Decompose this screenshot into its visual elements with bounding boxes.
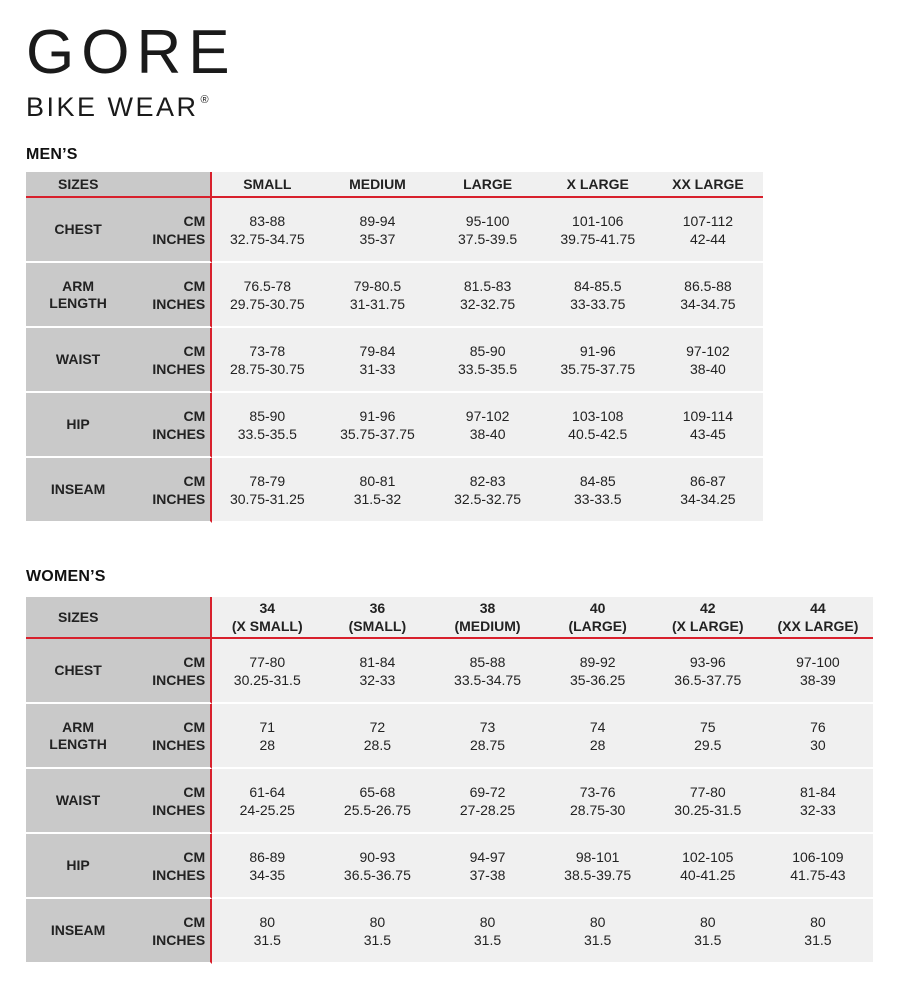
measurement-cell bbox=[763, 899, 873, 964]
mens-size-header: SMALL bbox=[212, 172, 322, 198]
mens-row-inseam bbox=[26, 458, 763, 523]
womens-size-header bbox=[653, 597, 763, 639]
measurement-cell bbox=[433, 458, 543, 523]
value-inches: 35-36.25 bbox=[570, 671, 626, 688]
mens-sizes-label: SIZES bbox=[26, 172, 212, 198]
value-inches: 38.5-39.75 bbox=[564, 866, 632, 883]
mens-size-header: X LARGE bbox=[543, 172, 653, 198]
measurement-cell bbox=[212, 328, 322, 393]
unit-labels bbox=[130, 899, 212, 964]
unit-labels bbox=[130, 704, 212, 769]
measurement-cell bbox=[543, 704, 653, 769]
measurement-cell bbox=[432, 639, 542, 704]
value-cm: 80 bbox=[259, 913, 276, 930]
value-inches: 32-33 bbox=[359, 671, 396, 688]
value-inches: 31.5 bbox=[804, 931, 832, 948]
size-number: 44 bbox=[810, 600, 826, 616]
measurement-cell bbox=[653, 328, 763, 393]
measurement-label: CHEST bbox=[26, 639, 130, 704]
value-cm: 80 bbox=[810, 913, 826, 930]
unit-inches: INCHES bbox=[152, 866, 206, 883]
measurement-cell bbox=[432, 899, 542, 964]
value-inches: 33.5-35.5 bbox=[458, 360, 518, 377]
unit-cm: CM bbox=[183, 342, 206, 359]
measurement-label: WAIST bbox=[26, 328, 130, 393]
measurement-cell bbox=[543, 328, 653, 393]
unit-labels bbox=[130, 198, 212, 263]
value-inches: 40.5-42.5 bbox=[568, 425, 628, 442]
womens-size-header bbox=[322, 597, 432, 639]
value-cm: 82-83 bbox=[469, 472, 506, 489]
value-cm: 79-80.5 bbox=[353, 277, 402, 294]
size-number: 36 bbox=[369, 600, 386, 616]
value-cm: 103-108 bbox=[572, 407, 624, 424]
measurement-cell bbox=[432, 769, 542, 834]
value-inches: 28.75-30 bbox=[570, 801, 626, 818]
measurement-cell bbox=[322, 263, 432, 328]
measurement-cell bbox=[322, 834, 432, 899]
brand-logo bbox=[26, 18, 237, 122]
unit-inches: INCHES bbox=[152, 801, 206, 818]
measurement-cell bbox=[653, 458, 763, 523]
value-inches: 30.25-31.5 bbox=[674, 801, 742, 818]
value-cm: 86-87 bbox=[690, 472, 726, 489]
measurement-cell bbox=[212, 198, 322, 263]
measurement-cell bbox=[543, 458, 653, 523]
measurement-cell bbox=[433, 393, 543, 458]
value-cm: 85-90 bbox=[469, 342, 506, 359]
measurement-cell bbox=[543, 899, 653, 964]
measurement-cell bbox=[653, 704, 763, 769]
unit-cm: CM bbox=[183, 653, 206, 670]
value-cm: 89-92 bbox=[579, 653, 616, 670]
value-inches: 30.25-31.5 bbox=[233, 671, 301, 688]
unit-cm: CM bbox=[183, 277, 206, 294]
unit-inches: INCHES bbox=[152, 671, 206, 688]
unit-labels bbox=[130, 769, 212, 834]
womens-size-header bbox=[543, 597, 653, 639]
unit-labels bbox=[130, 834, 212, 899]
size-number: 38 bbox=[479, 600, 496, 616]
size-name: (X LARGE) bbox=[671, 618, 744, 634]
measurement-cell bbox=[543, 263, 653, 328]
measurement-label: WAIST bbox=[26, 769, 130, 834]
value-inches: 31.5 bbox=[584, 931, 612, 948]
mens-row-chest bbox=[26, 198, 763, 263]
value-cm: 86-89 bbox=[249, 848, 286, 865]
value-cm: 65-68 bbox=[359, 783, 396, 800]
value-inches: 32-33 bbox=[800, 801, 836, 818]
value-cm: 97-102 bbox=[686, 342, 730, 359]
value-inches: 38-40 bbox=[469, 425, 506, 442]
mens-row-waist bbox=[26, 328, 763, 393]
value-cm: 109-114 bbox=[682, 407, 734, 424]
value-cm: 97-102 bbox=[465, 407, 510, 424]
value-cm: 102-105 bbox=[682, 848, 734, 865]
value-inches: 34-35 bbox=[249, 866, 286, 883]
womens-row-waist bbox=[26, 769, 873, 834]
unit-inches: INCHES bbox=[152, 931, 206, 948]
value-inches: 41.75-43 bbox=[790, 866, 846, 883]
measurement-cell bbox=[543, 198, 653, 263]
value-inches: 28.75 bbox=[469, 736, 506, 753]
measurement-cell bbox=[212, 458, 322, 523]
value-inches: 34-34.25 bbox=[680, 490, 736, 507]
measurement-cell bbox=[763, 769, 873, 834]
value-inches: 38-39 bbox=[800, 671, 836, 688]
measurement-cell bbox=[763, 704, 873, 769]
womens-row-inseam bbox=[26, 899, 873, 964]
measurement-cell bbox=[543, 393, 653, 458]
value-inches: 24-25.25 bbox=[239, 801, 295, 818]
measurement-cell bbox=[212, 834, 322, 899]
measurement-cell bbox=[653, 769, 763, 834]
value-cm: 79-84 bbox=[359, 342, 396, 359]
value-inches: 31.5 bbox=[694, 931, 722, 948]
measurement-cell bbox=[212, 393, 322, 458]
mens-title: MEN’S bbox=[26, 146, 78, 163]
value-cm: 91-96 bbox=[359, 407, 396, 424]
value-cm: 90-93 bbox=[359, 848, 396, 865]
measurement-label: ARM LENGTH bbox=[26, 704, 130, 769]
value-cm: 101-106 bbox=[572, 212, 624, 229]
value-inches: 33.5-35.5 bbox=[237, 425, 297, 442]
value-inches: 32.5-32.75 bbox=[454, 490, 522, 507]
measurement-cell bbox=[322, 899, 432, 964]
womens-size-header bbox=[763, 597, 873, 639]
measurement-label: HIP bbox=[26, 834, 130, 899]
value-inches: 31.5 bbox=[253, 931, 281, 948]
unit-inches: INCHES bbox=[152, 736, 206, 753]
mens-row-arm-length bbox=[26, 263, 763, 328]
unit-inches: INCHES bbox=[152, 425, 206, 442]
measurement-label: HIP bbox=[26, 393, 130, 458]
size-number: 42 bbox=[699, 600, 716, 616]
mens-size-header: XX LARGE bbox=[653, 172, 763, 198]
measurement-cell bbox=[543, 834, 653, 899]
measurement-cell bbox=[653, 393, 763, 458]
measurement-cell bbox=[212, 263, 322, 328]
size-name: (X SMALL) bbox=[231, 618, 303, 634]
value-cm: 81-84 bbox=[800, 783, 836, 800]
value-cm: 85-88 bbox=[469, 653, 506, 670]
value-cm: 80-81 bbox=[359, 472, 396, 489]
value-cm: 81.5-83 bbox=[463, 277, 512, 294]
value-cm: 106-109 bbox=[792, 848, 844, 865]
size-number: 40 bbox=[589, 600, 606, 616]
value-inches: 32.75-34.75 bbox=[229, 230, 305, 247]
unit-inches: INCHES bbox=[152, 360, 206, 377]
value-inches: 33.5-34.75 bbox=[454, 671, 521, 688]
value-inches: 37.5-39.5 bbox=[458, 230, 518, 247]
womens-sizes-label: SIZES bbox=[26, 597, 212, 639]
measurement-cell bbox=[543, 639, 653, 704]
value-cm: 80 bbox=[589, 913, 606, 930]
measurement-cell bbox=[212, 704, 322, 769]
value-cm: 76 bbox=[810, 718, 826, 735]
value-inches: 28.75-30.75 bbox=[229, 360, 305, 377]
value-inches: 29.5 bbox=[694, 736, 722, 753]
size-name: (XX LARGE) bbox=[777, 618, 859, 634]
value-inches: 31-33 bbox=[359, 360, 396, 377]
unit-labels bbox=[130, 263, 212, 328]
value-inches: 31.5 bbox=[363, 931, 392, 948]
brand-name: GORE bbox=[26, 18, 237, 87]
womens-title: WOMEN’S bbox=[26, 568, 106, 585]
value-cm: 71 bbox=[259, 718, 276, 735]
womens-size-header bbox=[212, 597, 322, 639]
measurement-label: INSEAM bbox=[26, 458, 130, 523]
measurement-cell bbox=[322, 393, 432, 458]
value-inches: 31-31.75 bbox=[349, 295, 406, 312]
brand-subtitle bbox=[26, 85, 237, 122]
value-cm: 76.5-78 bbox=[243, 277, 292, 294]
measurement-cell bbox=[653, 198, 763, 263]
unit-labels bbox=[130, 639, 212, 704]
value-cm: 72 bbox=[369, 718, 386, 735]
measurement-cell bbox=[212, 769, 322, 834]
unit-cm: CM bbox=[183, 407, 206, 424]
measurement-cell bbox=[653, 263, 763, 328]
measurement-cell bbox=[653, 899, 763, 964]
unit-cm: CM bbox=[183, 913, 206, 930]
mens-size-header: MEDIUM bbox=[322, 172, 432, 198]
measurement-cell bbox=[433, 263, 543, 328]
measurement-cell bbox=[653, 834, 763, 899]
measurement-cell bbox=[432, 834, 542, 899]
value-cm: 91-96 bbox=[579, 342, 616, 359]
value-cm: 97-100 bbox=[796, 653, 840, 670]
value-inches: 38-40 bbox=[690, 360, 726, 377]
measurement-label: CHEST bbox=[26, 198, 130, 263]
measurement-cell bbox=[763, 834, 873, 899]
womens-row-hip bbox=[26, 834, 873, 899]
value-cm: 98-101 bbox=[575, 848, 620, 865]
measurement-cell bbox=[543, 769, 653, 834]
value-cm: 107-112 bbox=[682, 212, 734, 229]
unit-cm: CM bbox=[183, 783, 206, 800]
value-cm: 75 bbox=[699, 718, 716, 735]
value-cm: 73-76 bbox=[579, 783, 616, 800]
measurement-label: INSEAM bbox=[26, 899, 130, 964]
value-inches: 35-37 bbox=[359, 230, 396, 247]
value-cm: 77-80 bbox=[249, 653, 286, 670]
value-inches: 33-33.75 bbox=[570, 295, 626, 312]
value-cm: 73 bbox=[479, 718, 496, 735]
size-number: 34 bbox=[259, 600, 276, 616]
mens-row-hip bbox=[26, 393, 763, 458]
value-cm: 84-85 bbox=[579, 472, 616, 489]
measurement-cell bbox=[322, 704, 432, 769]
unit-labels bbox=[130, 328, 212, 393]
size-name: (MEDIUM) bbox=[454, 618, 521, 634]
value-cm: 83-88 bbox=[249, 212, 286, 229]
womens-row-arm-length bbox=[26, 704, 873, 769]
unit-cm: CM bbox=[183, 472, 206, 489]
measurement-cell bbox=[433, 328, 543, 393]
value-inches: 32-32.75 bbox=[459, 295, 516, 312]
unit-cm: CM bbox=[183, 848, 206, 865]
value-inches: 33-33.5 bbox=[574, 490, 622, 507]
value-cm: 80 bbox=[479, 913, 496, 930]
measurement-cell bbox=[322, 639, 432, 704]
value-cm: 80 bbox=[369, 913, 386, 930]
value-inches: 34-34.75 bbox=[680, 295, 736, 312]
value-inches: 36.5-36.75 bbox=[343, 866, 411, 883]
measurement-cell bbox=[322, 198, 432, 263]
value-cm: 85-90 bbox=[249, 407, 286, 424]
value-cm: 86.5-88 bbox=[684, 277, 732, 294]
unit-labels bbox=[130, 393, 212, 458]
value-inches: 42-44 bbox=[690, 230, 726, 247]
measurement-cell bbox=[322, 458, 432, 523]
value-inches: 36.5-37.75 bbox=[674, 671, 742, 688]
unit-inches: INCHES bbox=[152, 230, 206, 247]
value-cm: 69-72 bbox=[469, 783, 506, 800]
value-inches: 35.75-37.75 bbox=[340, 425, 415, 442]
value-inches: 30 bbox=[810, 736, 826, 753]
value-inches: 25.5-26.75 bbox=[343, 801, 411, 818]
brand-subtitle-text: BIKE WEAR bbox=[26, 92, 199, 122]
unit-cm: CM bbox=[183, 718, 206, 735]
value-inches: 31.5 bbox=[473, 931, 502, 948]
value-inches: 37-38 bbox=[469, 866, 506, 883]
womens-size-table bbox=[26, 597, 873, 964]
mens-size-header: LARGE bbox=[433, 172, 543, 198]
measurement-cell bbox=[433, 198, 543, 263]
unit-inches: INCHES bbox=[152, 295, 206, 312]
value-cm: 95-100 bbox=[465, 212, 510, 229]
measurement-cell bbox=[432, 704, 542, 769]
value-inches: 40-41.25 bbox=[680, 866, 736, 883]
value-cm: 77-80 bbox=[689, 783, 726, 800]
value-cm: 89-94 bbox=[359, 212, 396, 229]
unit-cm: CM bbox=[183, 212, 206, 229]
measurement-cell bbox=[212, 899, 322, 964]
value-cm: 81-84 bbox=[359, 653, 396, 670]
value-cm: 94-97 bbox=[469, 848, 506, 865]
size-name: (LARGE) bbox=[568, 618, 627, 634]
measurement-cell bbox=[322, 328, 432, 393]
value-inches: 39.75-41.75 bbox=[560, 230, 636, 247]
value-inches: 28.5 bbox=[363, 736, 392, 753]
value-inches: 43-45 bbox=[690, 425, 726, 442]
value-inches: 35.75-37.75 bbox=[560, 360, 636, 377]
value-cm: 73-78 bbox=[249, 342, 286, 359]
measurement-cell bbox=[763, 639, 873, 704]
value-inches: 31.5-32 bbox=[353, 490, 402, 507]
value-cm: 74 bbox=[589, 718, 606, 735]
measurement-cell bbox=[653, 639, 763, 704]
mens-size-table bbox=[26, 172, 763, 523]
unit-inches: INCHES bbox=[152, 490, 206, 507]
unit-labels bbox=[130, 458, 212, 523]
value-cm: 80 bbox=[699, 913, 716, 930]
mens-header-row bbox=[26, 172, 763, 198]
measurement-cell bbox=[322, 769, 432, 834]
value-cm: 78-79 bbox=[249, 472, 286, 489]
value-inches: 29.75-30.75 bbox=[229, 295, 305, 312]
measurement-label: ARM LENGTH bbox=[26, 263, 130, 328]
value-cm: 93-96 bbox=[689, 653, 726, 670]
value-cm: 61-64 bbox=[249, 783, 286, 800]
womens-size-header bbox=[432, 597, 542, 639]
womens-header-row bbox=[26, 597, 873, 639]
value-inches: 27-28.25 bbox=[459, 801, 516, 818]
size-name: (SMALL) bbox=[348, 618, 407, 634]
value-inches: 28 bbox=[259, 736, 276, 753]
value-inches: 28 bbox=[589, 736, 606, 753]
value-cm: 84-85.5 bbox=[574, 277, 622, 294]
measurement-cell bbox=[212, 639, 322, 704]
womens-row-chest bbox=[26, 639, 873, 704]
value-inches: 30.75-31.25 bbox=[229, 490, 305, 507]
registered-mark: ® bbox=[200, 94, 209, 106]
